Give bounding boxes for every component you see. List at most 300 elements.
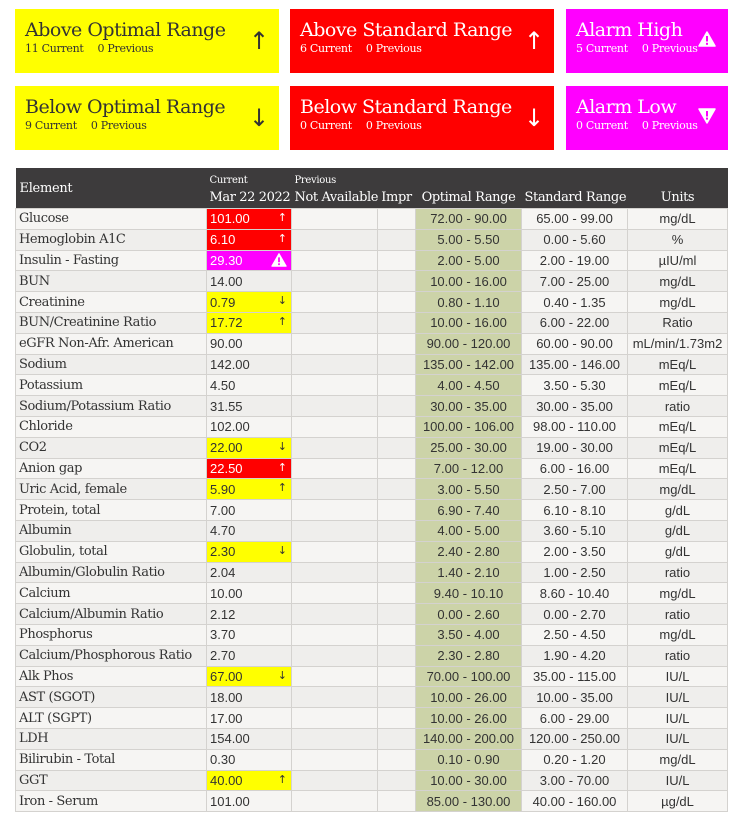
units: % [628,229,728,250]
card-alarm-low[interactable] [566,86,728,150]
current-value [207,645,292,666]
standard-range: 65.00 - 99.00 [522,209,628,230]
current-count: 0 Current [576,119,628,132]
current-value-text: 6.10 [210,232,236,248]
element-name: eGFR Non-Afr. American [16,333,207,354]
optimal-range: 2.00 - 5.00 [416,250,522,271]
improvement [378,271,416,292]
units: mEq/L [628,458,728,479]
current-value-text: 31.55 [210,398,243,414]
table-row[interactable] [16,396,728,417]
arrow-up-icon: ↑ [277,231,287,245]
element-name: Glucose [16,209,207,230]
current-value-text: 3.70 [210,627,236,643]
current-value-text: 0.30 [210,752,236,768]
improvement [378,666,416,687]
current-value-text: 10.00 [210,585,243,601]
previous-value [292,791,378,812]
units: mEq/L [628,375,728,396]
header-spacer [522,168,628,186]
standard-range: 0.00 - 2.70 [522,604,628,625]
optimal-range: 30.00 - 35.00 [416,396,522,417]
current-value-text: 154.00 [210,731,250,747]
card-alarm-high[interactable] [566,9,728,73]
previous-value [292,458,378,479]
previous-value [292,541,378,562]
optimal-range: 1.40 - 2.10 [416,562,522,583]
improvement [378,583,416,604]
improvement [378,375,416,396]
previous-count: 0 Previous [97,42,154,55]
previous-value [292,312,378,333]
current-value [207,333,292,354]
element-name: Calcium/Albumin Ratio [16,604,207,625]
improvement [378,791,416,812]
units: mg/dL [628,271,728,292]
units: g/dL [628,500,728,521]
standard-range: 0.00 - 5.60 [522,229,628,250]
table-row[interactable] [16,604,728,625]
table-row[interactable] [16,271,728,292]
improvement [378,708,416,729]
standard-range: 8.60 - 10.40 [522,583,628,604]
current-value [207,229,292,250]
arrow-up-icon: ↑ [249,27,270,55]
table-row[interactable] [16,770,728,791]
current-value-text: 14.00 [210,273,243,289]
current-value [207,666,292,687]
card-above-standard[interactable] [290,9,554,73]
current-value [207,500,292,521]
optimal-range: 140.00 - 200.00 [416,728,522,749]
previous-value [292,770,378,791]
optimal-range: 72.00 - 90.00 [416,209,522,230]
units: ratio [628,604,728,625]
current-value-text: 2.30 [210,544,236,560]
current-value [207,312,292,333]
units: IU/L [628,708,728,729]
previous-value [292,687,378,708]
element-name: AST (SGOT) [16,687,207,708]
standard-range: 6.10 - 8.10 [522,500,628,521]
current-value [207,687,292,708]
current-count: 11 Current [25,42,84,55]
warning-triangle-icon [698,31,716,47]
standard-range: 2.00 - 19.00 [522,250,628,271]
current-value [207,624,292,645]
table-row[interactable] [16,583,728,604]
units: IU/L [628,687,728,708]
improvement [378,520,416,541]
element-name: BUN/Creatinine Ratio [16,312,207,333]
standard-range: 7.00 - 25.00 [522,271,628,292]
units: mL/min/1.73m2 [628,333,728,354]
table-row[interactable] [16,312,728,333]
previous-count: 0 Previous [641,119,698,132]
element-name: Insulin - Fasting [16,250,207,271]
units: mg/dL [628,749,728,770]
optimal-range: 4.00 - 5.00 [416,520,522,541]
standard-range: 60.00 - 90.00 [522,333,628,354]
card-below-standard[interactable] [290,86,554,150]
previous-value [292,520,378,541]
standard-range: 35.00 - 115.00 [522,666,628,687]
previous-count: 0 Previous [365,42,422,55]
table-row[interactable] [16,645,728,666]
improvement [378,354,416,375]
arrow-up-icon: ↑ [277,481,287,495]
element-name: CO2 [16,437,207,458]
arrow-down-icon: ↓ [277,543,287,557]
previous-value [292,749,378,770]
current-count: 9 Current [25,119,77,132]
element-name: Calcium/Phosphorous Ratio [16,645,207,666]
current-count: 0 Current [300,119,352,132]
header-optimal-range[interactable]: Optimal Range [416,186,522,209]
previous-value [292,604,378,625]
optimal-range: 25.00 - 30.00 [416,437,522,458]
improvement [378,479,416,500]
improvement [378,500,416,521]
optimal-range: 3.00 - 5.50 [416,479,522,500]
header-previous-label: Previous [292,168,378,186]
card-below-optimal[interactable] [15,86,279,150]
optimal-range: 4.00 - 4.50 [416,375,522,396]
table-row[interactable] [16,562,728,583]
standard-range: 0.20 - 1.20 [522,749,628,770]
element-name: LDH [16,728,207,749]
header-units[interactable]: Units [628,186,728,209]
table-row[interactable] [16,437,728,458]
improvement [378,458,416,479]
current-value [207,541,292,562]
standard-range: 120.00 - 250.00 [522,728,628,749]
current-value [207,708,292,729]
optimal-range: 7.00 - 12.00 [416,458,522,479]
standard-range: 6.00 - 29.00 [522,708,628,729]
element-name: Protein, total [16,500,207,521]
units: µg/dL [628,791,728,812]
standard-range: 30.00 - 35.00 [522,396,628,417]
table-row[interactable] [16,458,728,479]
previous-value [292,500,378,521]
improvement [378,645,416,666]
header-spacer [628,168,728,186]
current-value-text: 40.00 [210,772,243,788]
previous-count: 0 Previous [641,42,698,55]
previous-value [292,271,378,292]
previous-count: 0 Previous [90,119,147,132]
header-standard-range[interactable]: Standard Range [522,186,628,209]
standard-range: 135.00 - 146.00 [522,354,628,375]
improvement [378,229,416,250]
optimal-range: 0.00 - 2.60 [416,604,522,625]
optimal-range: 90.00 - 120.00 [416,333,522,354]
improvement [378,770,416,791]
current-value-text: 17.72 [210,315,243,331]
card-counts [576,42,718,56]
improvement [378,333,416,354]
element-name: Hemoglobin A1C [16,229,207,250]
previous-value [292,645,378,666]
improvement [378,687,416,708]
current-value-text: 2.04 [210,564,236,580]
previous-value [292,209,378,230]
element-name: BUN [16,271,207,292]
current-value-text: 22.00 [210,440,243,456]
previous-value [292,562,378,583]
units: g/dL [628,520,728,541]
current-value-text: 18.00 [210,689,243,705]
optimal-range: 3.50 - 4.00 [416,624,522,645]
previous-value [292,624,378,645]
current-value-text: 22.50 [210,460,243,476]
previous-value [292,375,378,396]
current-value [207,375,292,396]
standard-range: 40.00 - 160.00 [522,791,628,812]
units: mg/dL [628,479,728,500]
optimal-range: 10.00 - 16.00 [416,312,522,333]
optimal-range: 6.90 - 7.40 [416,500,522,521]
units: mEq/L [628,354,728,375]
current-value [207,520,292,541]
table-row[interactable] [16,209,728,230]
previous-value [292,292,378,313]
standard-range: 1.90 - 4.20 [522,645,628,666]
card-counts [300,119,544,133]
current-value [207,562,292,583]
improvement [378,604,416,625]
units: IU/L [628,770,728,791]
card-counts [300,42,544,56]
current-value [207,770,292,791]
standard-range: 3.50 - 5.30 [522,375,628,396]
improvement [378,728,416,749]
standard-range: 3.00 - 70.00 [522,770,628,791]
card-title: Above Optimal Range [25,19,226,41]
table-row[interactable] [16,354,728,375]
table-row[interactable] [16,541,728,562]
current-value [207,354,292,375]
standard-range: 2.00 - 3.50 [522,541,628,562]
previous-value [292,479,378,500]
card-title: Alarm High [576,19,683,41]
current-value-text: 4.50 [210,377,236,393]
card-counts [25,42,269,56]
optimal-range: 10.00 - 26.00 [416,708,522,729]
element-name: Albumin/Globulin Ratio [16,562,207,583]
units: g/dL [628,541,728,562]
improvement [378,312,416,333]
previous-count: 0 Previous [365,119,422,132]
optimal-range: 2.40 - 2.80 [416,541,522,562]
element-name: Alk Phos [16,666,207,687]
table-row[interactable] [16,666,728,687]
units: mEq/L [628,416,728,437]
optimal-range: 70.00 - 100.00 [416,666,522,687]
element-name: Potassium [16,375,207,396]
current-value [207,292,292,313]
optimal-range: 10.00 - 30.00 [416,770,522,791]
units: mg/dL [628,583,728,604]
header-impr[interactable]: Impr [378,186,416,209]
card-title: Below Standard Range [300,96,512,118]
previous-value [292,708,378,729]
current-value [207,271,292,292]
table-row[interactable] [16,250,728,271]
standard-range: 2.50 - 7.00 [522,479,628,500]
arrow-down-icon: ↓ [277,439,287,453]
units: Ratio [628,312,728,333]
improvement [378,416,416,437]
element-name: Iron - Serum [16,791,207,812]
header-spacer [378,168,416,186]
header-element[interactable]: Element [16,168,207,209]
optimal-range: 135.00 - 142.00 [416,354,522,375]
current-value [207,583,292,604]
element-name: GGT [16,770,207,791]
table-row[interactable] [16,292,728,313]
previous-value [292,728,378,749]
element-name: Phosphorus [16,624,207,645]
standard-range: 2.50 - 4.50 [522,624,628,645]
element-name: Sodium [16,354,207,375]
improvement [378,209,416,230]
current-value [207,458,292,479]
improvement [378,292,416,313]
improvement [378,541,416,562]
lab-results-table [15,168,728,812]
arrow-down-icon: ↓ [277,294,287,308]
header-previous-date[interactable]: Not Available [292,186,378,209]
units: IU/L [628,666,728,687]
element-name: Globulin, total [16,541,207,562]
arrow-up-icon: ↑ [277,211,287,224]
arrow-up-icon: ↑ [277,314,287,328]
current-value [207,437,292,458]
improvement [378,437,416,458]
units: ratio [628,562,728,583]
optimal-range: 2.30 - 2.80 [416,645,522,666]
table-row[interactable] [16,624,728,645]
card-counts [25,119,269,133]
arrow-up-icon: ↑ [277,772,287,786]
previous-value [292,333,378,354]
current-value-text: 67.00 [210,668,243,684]
current-value-text: 17.00 [210,710,243,726]
units: µIU/ml [628,250,728,271]
current-value [207,479,292,500]
units: mEq/L [628,437,728,458]
optimal-range: 5.00 - 5.50 [416,229,522,250]
table-row[interactable] [16,708,728,729]
current-count: 5 Current [576,42,628,55]
current-value [207,250,292,271]
element-name: Chloride [16,416,207,437]
table-row[interactable] [16,520,728,541]
card-title: Below Optimal Range [25,96,226,118]
arrow-up-icon: ↑ [277,460,287,474]
element-name: Uric Acid, female [16,479,207,500]
table-row[interactable] [16,375,728,396]
table-row[interactable] [16,749,728,770]
warning-triangle-down-icon [698,108,716,124]
current-value-text: 2.70 [210,648,236,664]
element-name: Calcium [16,583,207,604]
current-value-text: 90.00 [210,336,243,352]
units: ratio [628,645,728,666]
table-row[interactable] [16,416,728,437]
optimal-range: 0.80 - 1.10 [416,292,522,313]
table-row[interactable] [16,333,728,354]
current-value [207,604,292,625]
current-value-text: 101.00 [210,211,250,227]
current-value-text: 5.90 [210,481,236,497]
optimal-range: 10.00 - 16.00 [416,271,522,292]
previous-value [292,354,378,375]
arrow-down-icon: ↓ [249,104,270,132]
previous-value [292,229,378,250]
current-value-text: 2.12 [210,606,236,622]
previous-value [292,666,378,687]
previous-value [292,396,378,417]
element-name: Creatinine [16,292,207,313]
current-value [207,416,292,437]
optimal-range: 85.00 - 130.00 [416,791,522,812]
card-title: Above Standard Range [300,19,513,41]
table-row[interactable] [16,500,728,521]
previous-value [292,250,378,271]
table-row[interactable] [16,479,728,500]
units: IU/L [628,728,728,749]
header-spacer [416,168,522,186]
header-current-label: Current [207,168,292,186]
current-value [207,728,292,749]
standard-range: 3.60 - 5.10 [522,520,628,541]
card-counts [576,119,718,133]
current-value [207,396,292,417]
improvement [378,624,416,645]
warning-triangle-icon [271,253,287,267]
current-value-text: 101.00 [210,793,250,809]
standard-range: 98.00 - 110.00 [522,416,628,437]
table-row[interactable] [16,687,728,708]
units: mg/dL [628,292,728,313]
current-value-text: 0.79 [210,294,236,310]
current-value [207,209,292,230]
standard-range: 0.40 - 1.35 [522,292,628,313]
table-body [16,209,728,812]
current-value-text: 4.70 [210,523,236,539]
optimal-range: 100.00 - 106.00 [416,416,522,437]
current-value-text: 142.00 [210,356,250,372]
table-row[interactable] [16,728,728,749]
arrow-down-icon: ↓ [524,104,545,132]
improvement [378,396,416,417]
table-row[interactable] [16,229,728,250]
current-value-text: 102.00 [210,419,250,435]
header-current-date[interactable]: Mar 22 2022 [207,186,292,209]
element-name: Albumin [16,520,207,541]
card-above-optimal[interactable] [15,9,279,73]
units: mg/dL [628,209,728,230]
current-value [207,749,292,770]
previous-value [292,437,378,458]
table-row[interactable] [16,791,728,812]
improvement [378,749,416,770]
card-title: Alarm Low [576,96,677,118]
standard-range: 6.00 - 22.00 [522,312,628,333]
